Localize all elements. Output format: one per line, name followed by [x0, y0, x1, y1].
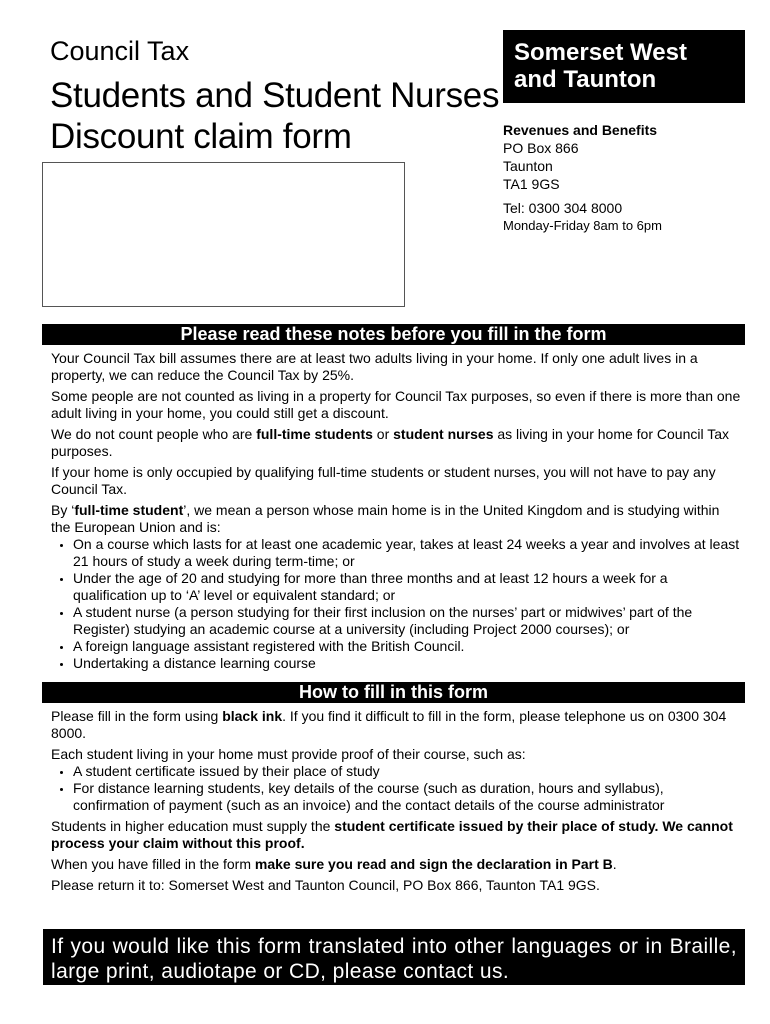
- howto-paragraph-5: Please return it to: Somerset West and Taunton Council, PO Box 866, Taunton TA1 9GS.: [51, 877, 600, 893]
- howto-paragraph-2: Each student living in your home must provide proof of their course, such as:: [51, 746, 526, 762]
- form-title-line1: Students and Student Nurses: [50, 76, 500, 115]
- howto-heading: How to fill in this form: [42, 682, 745, 703]
- address-telephone: Tel: 0300 304 8000: [503, 200, 623, 216]
- list-item: • A foreign language assistant registered with the British Council.: [73, 638, 741, 655]
- list-item: • On a course which lasts for at least one academic year, takes at least 24 weeks a year and involves at least 21 hours of study a week during term-time; or: [73, 536, 741, 570]
- council-logo: [503, 30, 745, 103]
- howto-paragraph-3: [51, 818, 741, 852]
- translation-notice: If you would like this form translated into other languages or in Braille, large print, audiotape or CD, please contact us.: [43, 929, 745, 985]
- howto-paragraph-4: [51, 856, 741, 873]
- list-item: • A student certificate issued by their place of study: [73, 763, 741, 780]
- student-criteria-list: [51, 536, 741, 672]
- howto-section: [51, 708, 741, 898]
- bold-text: full-time students: [256, 426, 373, 442]
- text: Students in higher education must supply the: [51, 818, 335, 834]
- notes-paragraph-4: If your home is only occupied by qualifying full-time students or student nurses, you will not have to pay any Council Tax.: [51, 464, 716, 497]
- notes-section: [51, 350, 741, 672]
- logo-line2: and Taunton: [514, 66, 657, 93]
- list-item: • For distance learning students, key details of the course (such as duration, hours and syllabus), confirmation of payment (such as an invoice) and the contact details of the course administrator: [73, 780, 741, 814]
- text: We do not count people who are: [51, 426, 257, 442]
- logo-line1: Somerset West: [514, 39, 687, 66]
- notes-paragraph-2: Some people are not counted as living in a property for Council Tax purposes, so even if there is more than one adult living in your home, you could still get a discount.: [51, 388, 741, 421]
- council-tax-label: Council Tax: [50, 36, 190, 66]
- contact-address: [503, 121, 662, 235]
- howto-paragraph-1: [51, 708, 741, 742]
- address-department: Revenues and Benefits: [503, 122, 658, 138]
- proof-list: [51, 763, 741, 814]
- list-item: • A student nurse (a person studying for their first inclusion on the nurses’ part or midwives’ part of the Register) studying an academic course at a university (including Project 2000 courses); or: [73, 604, 741, 638]
- bold-text: full-time student: [74, 502, 184, 518]
- bold-text: black ink: [222, 708, 283, 724]
- text: By ‘: [51, 502, 75, 518]
- bold-text: make sure you read and sign the declaration in Part B: [254, 856, 613, 872]
- address-line1: PO Box 866: [503, 140, 579, 156]
- notes-heading: Please read these notes before you fill in the form: [42, 324, 745, 345]
- text: .: [612, 856, 617, 872]
- text: When you have filled in the form: [51, 856, 255, 872]
- bold-text: student nurses: [393, 426, 494, 442]
- list-item: • Undertaking a distance learning course: [73, 655, 741, 672]
- notes-paragraph-5: [51, 502, 741, 536]
- address-opening-hours: Monday-Friday 8am to 6pm: [503, 218, 662, 233]
- list-item: • Under the age of 20 and studying for more than three months and at least 12 hours a week for a qualification up to ‘A’ level or equivalent standard; or: [73, 570, 741, 604]
- address-window-box: [42, 162, 405, 307]
- address-line2: Taunton: [503, 158, 553, 174]
- text: . If you find it difficult to fill in the form, please telephone us on 0300 304 8000.: [51, 708, 727, 741]
- text: or: [372, 426, 394, 442]
- text: ’, we mean a person whose main home is in the United Kingdom and is studying within the European Union and is:: [51, 502, 720, 535]
- notes-paragraph-1: Your Council Tax bill assumes there are at least two adults living in your home. If only one adult lives in a property, we can reduce the Council Tax by 25%.: [51, 350, 698, 383]
- notes-paragraph-3: [51, 426, 741, 460]
- text: as living in your home for Council Tax purposes.: [51, 426, 730, 459]
- bold-text: student certificate issued by their place of study. We cannot process your claim without this proof.: [51, 818, 733, 851]
- address-line3: TA1 9GS: [503, 176, 560, 192]
- form-title-line2: Discount claim form: [50, 117, 352, 156]
- text: Please fill in the form using: [51, 708, 223, 724]
